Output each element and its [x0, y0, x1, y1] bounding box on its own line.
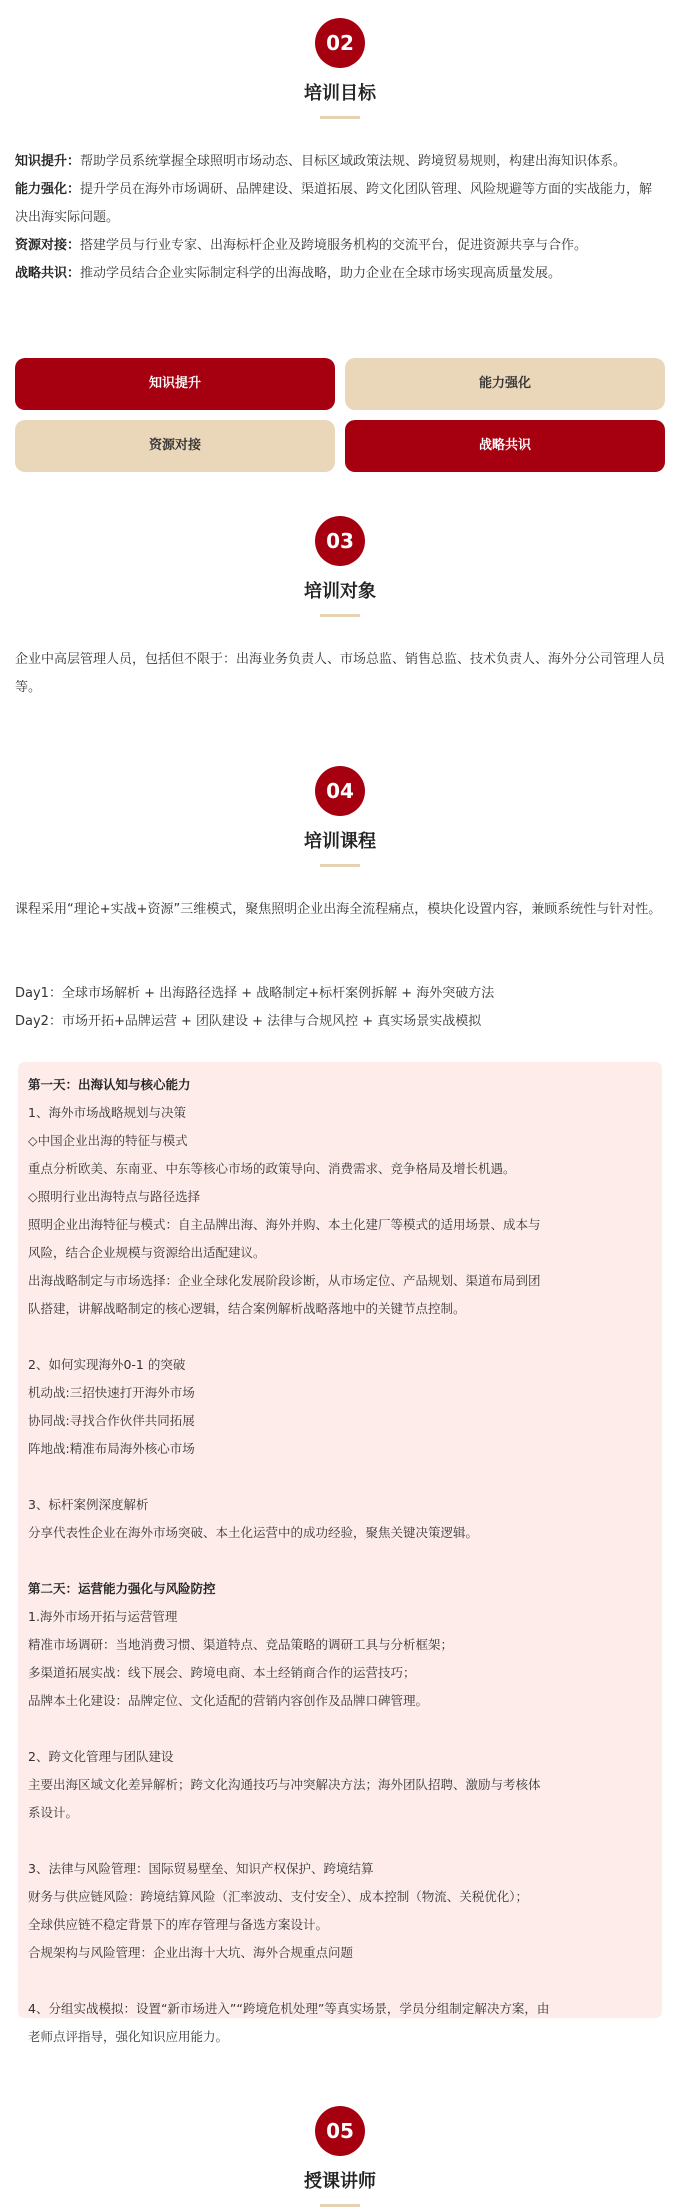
spacer [28, 1715, 652, 1743]
course-detail-box [18, 1062, 662, 2044]
goal-item [15, 148, 665, 176]
course-line: 3、法律与风险管理：国际贸易壁垒、知识产权保护、跨境结算 [28, 1861, 374, 1876]
spacer [28, 1547, 652, 1575]
goal-item [15, 260, 665, 288]
goal-text: 搭建学员与行业专家、出海标杆企业及跨境服务机构的交流平台，促进资源共享与合作。 [80, 238, 588, 253]
course-day-heading: 第一天：出海认知与核心能力 [28, 1077, 191, 1092]
goal-item [15, 232, 665, 260]
course-line: 合规架构与风险管理：企业出海十大坑、海外合规重点问题 [28, 1945, 354, 1960]
course-line: 精准市场调研：当地消费习惯、渠道特点、竞品策略的调研工具与分析框架； [28, 1637, 454, 1652]
course-line: 队搭建，讲解战略制定的核心逻辑，结合案例解析战略落地中的关键节点控制。 [28, 1301, 466, 1316]
section-number-badge: 03 [315, 516, 365, 566]
section-title: 培训对象 [304, 581, 376, 602]
spacer [28, 1827, 652, 1855]
section-title: 培训课程 [304, 831, 376, 852]
section-05-header [0, 2106, 680, 2207]
title-underline [320, 2204, 360, 2207]
title-underline [320, 864, 360, 867]
goals-list [15, 148, 665, 288]
course-line: 多渠道拓展实战：线下展会、跨境电商、本土经销商合作的运营技巧； [28, 1665, 416, 1680]
spacer [28, 1967, 652, 1995]
section-03-header [0, 516, 680, 617]
course-line: 主要出海区域文化差异解析；跨文化沟通技巧与冲突解决方法；海外团队招聘、激励与考核体 [28, 1777, 541, 1792]
course-line: 3、标杆案例深度解析 [28, 1497, 149, 1512]
card-strategy: 战略共识 [345, 420, 665, 472]
course-line: 风险，结合企业规模与资源给出适配建议。 [28, 1245, 266, 1260]
course-line: 系设计。 [28, 1805, 79, 1820]
course-line: 2、如何实现海外0-1 的突破 [28, 1357, 186, 1372]
card-resources: 资源对接 [15, 420, 335, 472]
goal-label: 能力强化： [15, 182, 81, 197]
title-underline [320, 614, 360, 617]
goal-label: 资源对接： [15, 238, 81, 253]
course-line: 1.海外市场开拓与运营管理 [28, 1609, 178, 1624]
course-line: 1、海外市场战略规划与决策 [28, 1105, 186, 1120]
course-line: 4、分组实战模拟：设置“新市场进入”“跨境危机处理”等真实场景，学员分组制定解决方案，由 [28, 2001, 550, 2016]
spacer [28, 1463, 652, 1491]
course-day-heading: 第二天：运营能力强化与风险防控 [28, 1581, 216, 1596]
course-line: 出海战略制定与市场选择：企业全球化发展阶段诊断，从市场定位、产品规划、渠道布局到团 [28, 1273, 541, 1288]
course-line: 全球供应链不稳定背景下的库存管理与备选方案设计。 [28, 1917, 329, 1932]
card-ability: 能力强化 [345, 358, 665, 410]
goal-label: 知识提升： [15, 154, 81, 169]
course-line: 老师点评指导，强化知识应用能力。 [28, 2029, 229, 2044]
section-04-header [0, 766, 680, 867]
audience-text: 企业中高层管理人员，包括但不限于：出海业务负责人、市场总监、销售总监、技术负责人、海外分公司管理人员等。 [15, 652, 666, 695]
card-knowledge: 知识提升 [15, 358, 335, 410]
section-number-badge: 02 [315, 18, 365, 68]
goal-text: 推动学员结合企业实际制定科学的出海战略，助力企业在全球市场实现高质量发展。 [80, 266, 562, 281]
course-line: ◇中国企业出海的特征与模式 [28, 1133, 188, 1148]
day1-summary: Day1：全球市场解析 + 出海路径选择 + 战略制定+标杆案例拆解 + 海外突破方法 [15, 986, 495, 1001]
course-line: 阵地战:精准布局海外核心市场 [28, 1441, 195, 1456]
course-line: 2、跨文化管理与团队建设 [28, 1749, 174, 1764]
section-number-badge: 05 [315, 2106, 365, 2156]
section-title: 授课讲师 [304, 2171, 376, 2192]
course-line: 重点分析欧美、东南亚、中东等核心市场的政策导向、消费需求、竞争格局及增长机遇。 [28, 1161, 516, 1176]
course-line: 财务与供应链风险：跨境结算风险（汇率波动、支付安全）、成本控制（物流、关税优化）； [28, 1889, 529, 1904]
title-underline [320, 116, 360, 119]
spacer [28, 1323, 652, 1351]
section-number-badge: 04 [315, 766, 365, 816]
course-line: 分享代表性企业在海外市场突破、本土化运营中的成功经验，聚焦关键决策逻辑。 [28, 1525, 479, 1540]
course-line: ◇照明行业出海特点与路径选择 [28, 1189, 201, 1204]
course-line: 照明企业出海特征与模式：自主品牌出海、海外并购、本土化建厂等模式的适用场景、成本与 [28, 1217, 541, 1232]
goal-label: 战略共识： [15, 266, 81, 281]
course-line: 协同战:寻找合作伙伴共同拓展 [28, 1413, 195, 1428]
goal-text: 帮助学员系统掌握全球照明市场动态、目标区域政策法规、跨境贸易规则，构建出海知识体系。 [80, 154, 627, 169]
day2-summary: Day2：市场开拓+品牌运营 + 团队建设 + 法律与合规风控 + 真实场景实战模拟 [15, 1014, 482, 1029]
goal-item [15, 176, 665, 232]
section-02-header [0, 18, 680, 119]
goal-text: 提升学员在海外市场调研、品牌建设、渠道拓展、跨文化团队管理、风险规避等方面的实战能力，解决出海实际问题。 [15, 182, 653, 225]
course-line: 品牌本土化建设：品牌定位、文化适配的营销内容创作及品牌口碑管理。 [28, 1693, 429, 1708]
course-intro: 课程采用“理论+实战+资源”三维模式，聚焦照明企业出海全流程痛点，模块化设置内容，兼顾系统性与针对性。 [15, 902, 662, 917]
section-title: 培训目标 [304, 83, 376, 104]
course-line: 机动战:三招快速打开海外市场 [28, 1385, 195, 1400]
